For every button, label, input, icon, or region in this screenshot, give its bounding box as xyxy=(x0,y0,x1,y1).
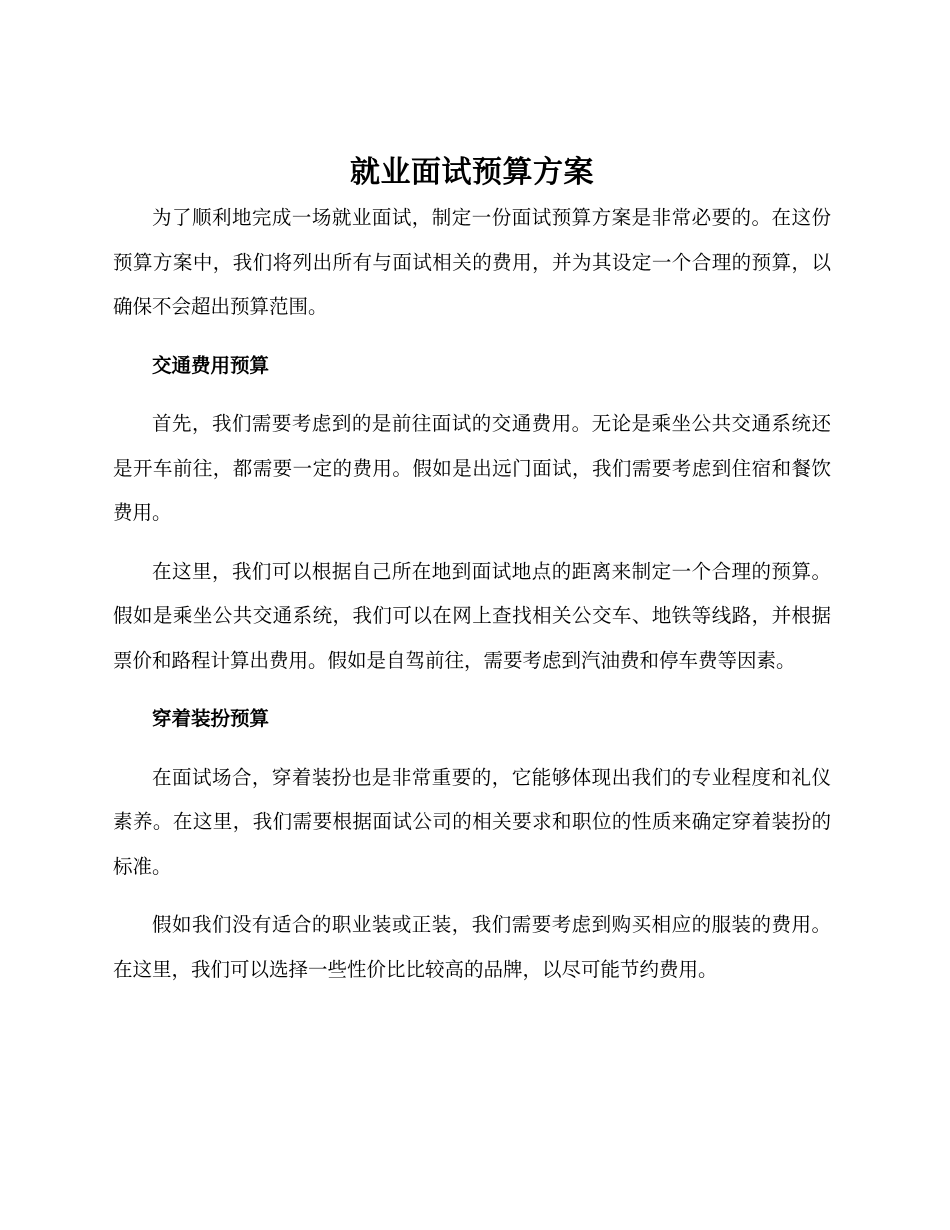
section-attire xyxy=(113,697,831,992)
paragraph: 在这里，我们可以根据自己所在地到面试地点的距离来制定一个合理的预算。假如是乘坐公共交通系统，我们可以在网上查找相关公交车、地铁等线路，并根据票价和路程计算出费用。假如是自驾前往，需要考虑到汽油费和停车费等因素。 xyxy=(113,559,831,672)
paragraph: 在面试场合，穿着装扮也是非常重要的，它能够体现出我们的专业程度和礼仪素养。在这里，我们需要根据面试公司的相关要求和职位的性质来确定穿着装扮的标准。 xyxy=(113,765,831,878)
document-page xyxy=(113,150,831,1006)
section-heading-transport: 交通费用预算 xyxy=(152,353,270,377)
paragraph: 假如我们没有适合的职业装或正装，我们需要考虑到购买相应的服装的费用。在这里，我们可以选择一些性价比比较高的品牌，以尽可能节约费用。 xyxy=(113,913,831,981)
intro-paragraph: 为了顺利地完成一场就业面试，制定一份面试预算方案是非常必要的。在这份预算方案中，我们将列出所有与面试相关的费用，并为其设定一个合理的预算，以确保不会超出预算范围。 xyxy=(113,206,831,318)
section-heading-attire: 穿着装扮预算 xyxy=(152,707,270,730)
section-transport xyxy=(113,344,831,684)
document-title: 就业面试预算方案 xyxy=(350,155,594,190)
paragraph: 首先，我们需要考虑到的是前往面试的交通费用。无论是乘坐公共交通系统还是开车前往，都需要一定的费用。假如是出远门面试，我们需要考虑到住宿和餐饮费用。 xyxy=(113,412,831,524)
